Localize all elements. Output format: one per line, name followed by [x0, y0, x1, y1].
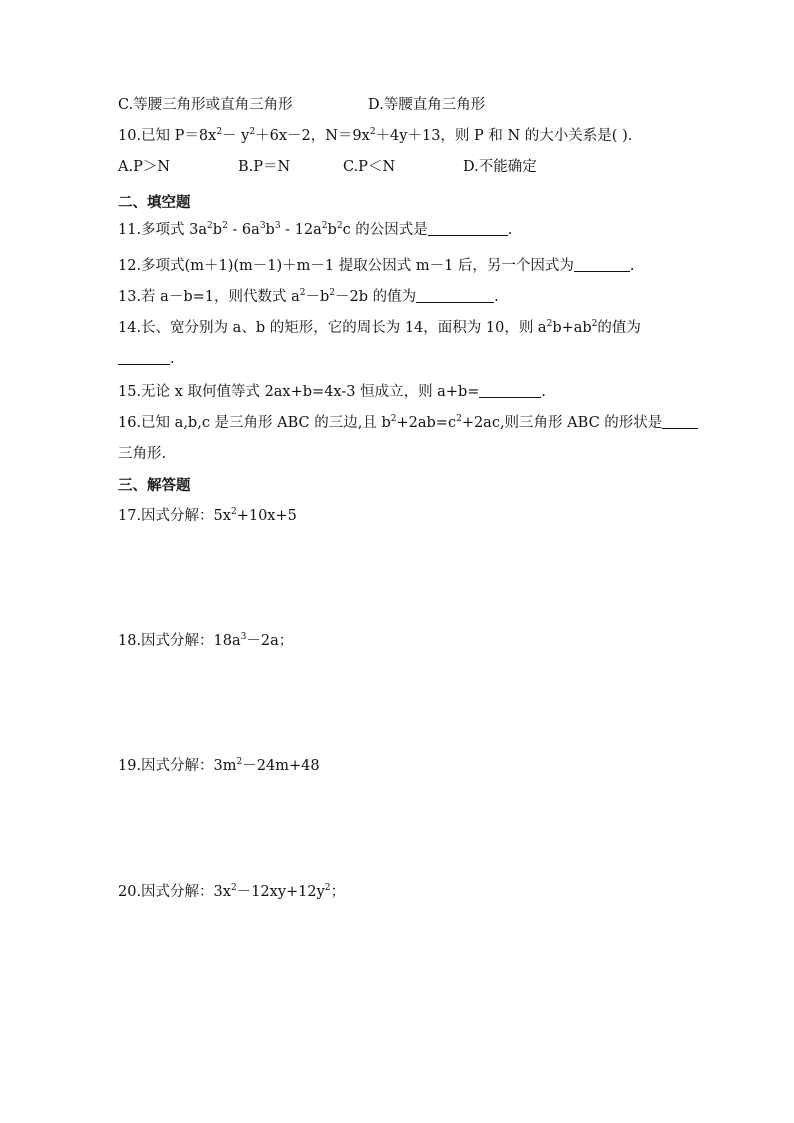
q9-option-c: C.等腰三角形或直角三角形	[118, 97, 293, 113]
q14: 14.长、宽分别为 a、b 的矩形，它的周长为 14，面积为 10，则 $a^2b+ab^2$的值为	[118, 319, 641, 336]
q20: 20.因式分解：$3x^2-12xy+12y^2$；	[118, 883, 346, 900]
q14-line2: .	[118, 350, 175, 368]
q15: 15.无论 x 取何值等式 2ax+b=4x-3 恒成立，则 a+b= .	[118, 384, 547, 400]
q10-option-c: C.P＜N	[343, 159, 396, 175]
q13-answer-blank[interactable]	[416, 288, 494, 303]
q16-answer-blank[interactable]	[662, 414, 698, 429]
q18: 18.因式分解：$18a^3-2a$；	[118, 632, 294, 649]
q13: 13.若 a－b=1，则代数式 $a^2-b^2-2b$ 的值为 .	[118, 288, 499, 305]
q15-answer-blank[interactable]	[479, 383, 541, 398]
q10-stem: 10.已知 $P=8x^2- y^2+6x-2$，$N=9x^2+4y+13$，则 P 和 N 的大小关系是( ).	[118, 127, 633, 144]
q17: 17.因式分解：$5x^2+10x+5$	[118, 507, 297, 524]
q16-line2: 三角形.	[118, 446, 167, 462]
section-solve-heading: 三、解答题	[118, 478, 191, 494]
q10-option-a: A.P＞N	[118, 159, 171, 175]
q12-answer-blank[interactable]	[574, 257, 630, 272]
q16: 16.已知 a,b,c 是三角形 ABC 的三边,且 $b^2+2ab=c^2+2ac$,则三角形 ABC 的形状是	[118, 414, 698, 432]
q12: 12.多项式(m＋1)(m－1)＋m－1 提取公因式 m－1 后，另一个因式为 .	[118, 258, 635, 274]
q19: 19.因式分解：$3m^2-24m+48$	[118, 757, 320, 774]
q11: 11.多项式 $3a^2b^2 - 6a^3b^3 - 12a^2b^2c$ 的公因式是 .	[118, 221, 513, 238]
q14-answer-blank[interactable]	[118, 350, 170, 365]
q9-option-d: D.等腰直角三角形	[368, 97, 486, 113]
section-fill-in-heading: 二、填空题	[118, 195, 191, 211]
q10-option-b: B.P＝N	[238, 159, 291, 175]
q11-answer-blank[interactable]	[428, 221, 508, 236]
q10-option-d: D.不能确定	[463, 159, 537, 175]
